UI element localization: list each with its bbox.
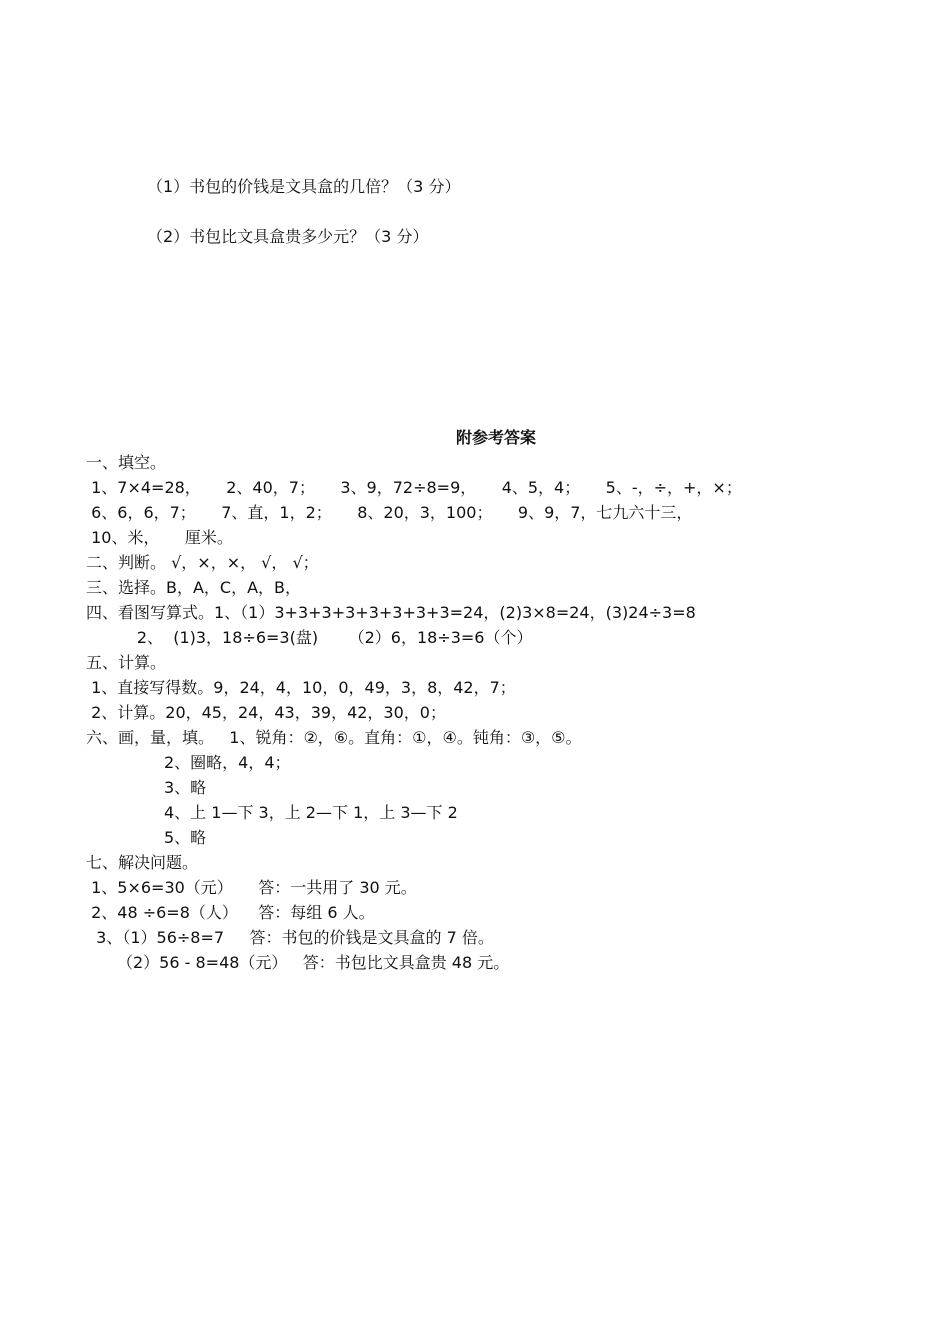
section-1-line-1: 1、7×4=28， 2、40，7； 3、9，72÷8=9， 4、5，4； 5、-，÷，+，×；	[86, 478, 742, 497]
section-3: 三、选择。B，A，C，A，B，	[86, 578, 302, 597]
section-5-line-2: 2、计算。20，45，24，43，39，42，30，0；	[86, 703, 446, 722]
section-1-line-3: 10、米， 厘米。	[86, 528, 233, 547]
section-7-line-2: 2、48 ÷6=8（人） 答：每组 6 人。	[86, 903, 375, 922]
section-5-heading: 五、计算。	[86, 653, 167, 672]
section-6-line-2: 2、圈略，4，4；	[164, 753, 291, 772]
section-4-line-2: 2、 (1)3，18÷6=3(盘) （2）6，18÷3=6（个）	[86, 628, 533, 647]
section-7-heading: 七、解决问题。	[86, 853, 199, 872]
section-2: 二、判断。 √，×，×， √， √；	[86, 553, 319, 572]
section-6-line-3: 3、略	[164, 778, 207, 797]
section-1-line-2: 6、6，6，7； 7、直，1，2； 8、20，3，100； 9、9，7，七九六十三，	[86, 503, 693, 522]
section-1-heading: 一、填空。	[86, 453, 167, 472]
section-7-line-3: 3、（1）56÷8=7 答：书包的价钱是文具盒的 7 倍。	[86, 928, 494, 947]
section-7-line-1: 1、5×6=30（元） 答：一共用了 30 元。	[86, 878, 417, 897]
section-4-line-1: 四、看图写算式。1、（1）3+3+3+3+3+3+3+3=24，(2)3×8=24，(3)24÷3=8	[86, 603, 696, 622]
section-6-line-1: 六、画，量，填。 1、锐角：②，⑥。直角：①，④。钝角：③，⑤。	[86, 728, 582, 747]
answers-title: 附参考答案	[456, 428, 537, 447]
question-1: （1）书包的价钱是文具盒的几倍？（3 分）	[147, 177, 461, 196]
section-7-line-4: （2）56 - 8=48（元） 答：书包比文具盒贵 48 元。	[117, 953, 510, 972]
section-6-line-4: 4、上 1—下 3，上 2—下 1，上 3—下 2	[164, 803, 458, 822]
section-5-line-1: 1、直接写得数。9，24，4，10，0，49，3，8，42，7；	[86, 678, 516, 697]
question-2: （2）书包比文具盒贵多少元？（3 分）	[147, 227, 429, 246]
section-6-line-5: 5、略	[164, 828, 207, 847]
